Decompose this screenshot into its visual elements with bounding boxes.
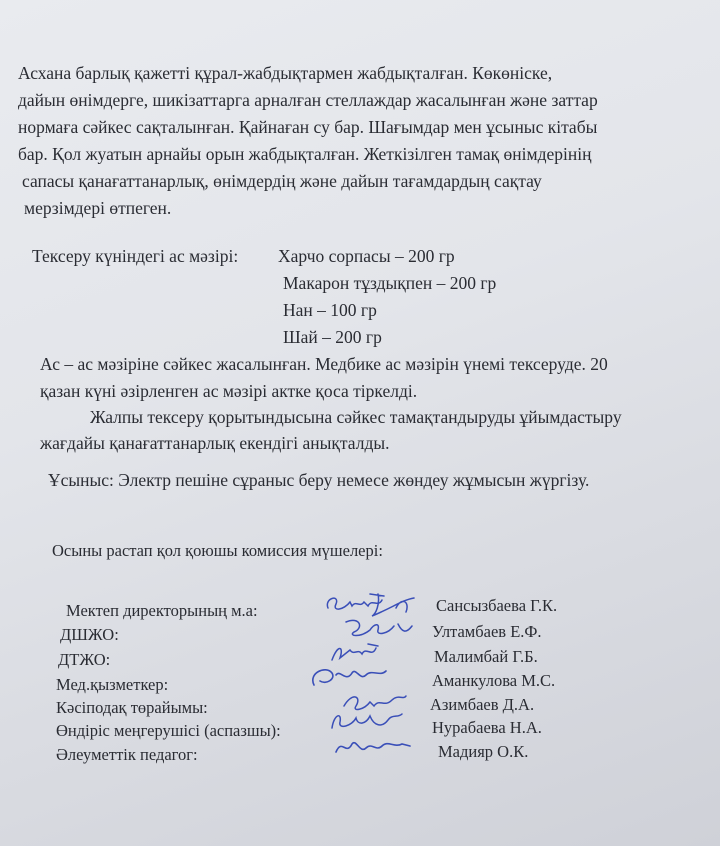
signatory-name: Нурабаева Н.А. (432, 718, 542, 737)
menu-label: Тексеру күніндегі ас мәзірі: (32, 246, 239, 266)
paragraph-1-line-6: мерзімдері өтпеген. (24, 198, 172, 218)
signatory-role: ДТЖО: (58, 650, 111, 669)
signatory-role: Әлеуметтік педагог: (56, 745, 198, 764)
paragraph-1-line-3: нормаға сәйкес сақталынған. Қайнаған су бар. Шағымдар мен ұсыныс кітабы (18, 117, 598, 137)
signatory-role: Мектеп директорының м.а: (66, 601, 258, 620)
signatory-role: ДШЖО: (60, 625, 119, 644)
paragraph-3-line-1: Жалпы тексеру қорытындысына сәйкес тамақтандыруды ұйымдастыру (90, 407, 622, 427)
recommendation: Ұсыныс: Электр пешіне сұраныс беру немесе жөндеу жұмысын жүргізу. (48, 470, 590, 490)
signatory-name: Малимбай Г.Б. (434, 647, 538, 666)
signatory-role: Кәсіподақ төрайымы: (56, 698, 208, 717)
menu-item: Харчо сорпасы – 200 гр (278, 246, 455, 266)
menu-item: Макарон тұздықпен – 200 гр (283, 273, 497, 293)
paragraph-2-line-2: қазан күні әзірленген ас мәзірі актке қоса тіркелді. (40, 381, 418, 401)
menu-item: Нан – 100 гр (283, 300, 377, 320)
menu-item: Шай – 200 гр (283, 327, 382, 347)
paragraph-3-line-2: жағдайы қанағаттанарлық екендігі анықталды. (40, 433, 390, 453)
commission-heading: Осыны растап қол қоюшы комиссия мүшелері: (52, 541, 383, 560)
paragraph-1-line-2: дайын өнімдерге, шикізаттарга арналған стеллаждар жасалынған және заттар (18, 90, 598, 110)
paragraph-2-line-1: Ас – ас мәзіріне сәйкес жасалынған. Медбике ас мәзірін үнемі тексеруде. 20 (40, 354, 608, 374)
paragraph-1-line-1: Асхана барлық қажетті құрал-жабдықтармен жабдықталған. Көкөніске, (18, 63, 553, 83)
signatory-name: Ултамбаев Е.Ф. (432, 622, 542, 641)
signatory-role: Мед.қызметкер: (56, 675, 169, 694)
signature-7 (332, 734, 412, 765)
signatory-name: Азимбаев Д.А. (430, 695, 535, 714)
signatory-role: Өндіріс меңгерушісі (аспазшы): (56, 721, 281, 740)
signatory-name: Сансызбаева Г.К. (436, 596, 558, 615)
signatory-name: Аманкулова М.С. (432, 671, 556, 690)
paragraph-1-line-4: бар. Қол жуатын арнайы орын жабдықталған. Жеткізілген тамақ өнімдерінің (18, 144, 592, 164)
signatory-name: Мадияр О.К. (438, 742, 529, 761)
paragraph-1-line-5: сапасы қанағаттанарлық, өнімдердің және дайын тағамдардың сақтау (22, 171, 542, 191)
